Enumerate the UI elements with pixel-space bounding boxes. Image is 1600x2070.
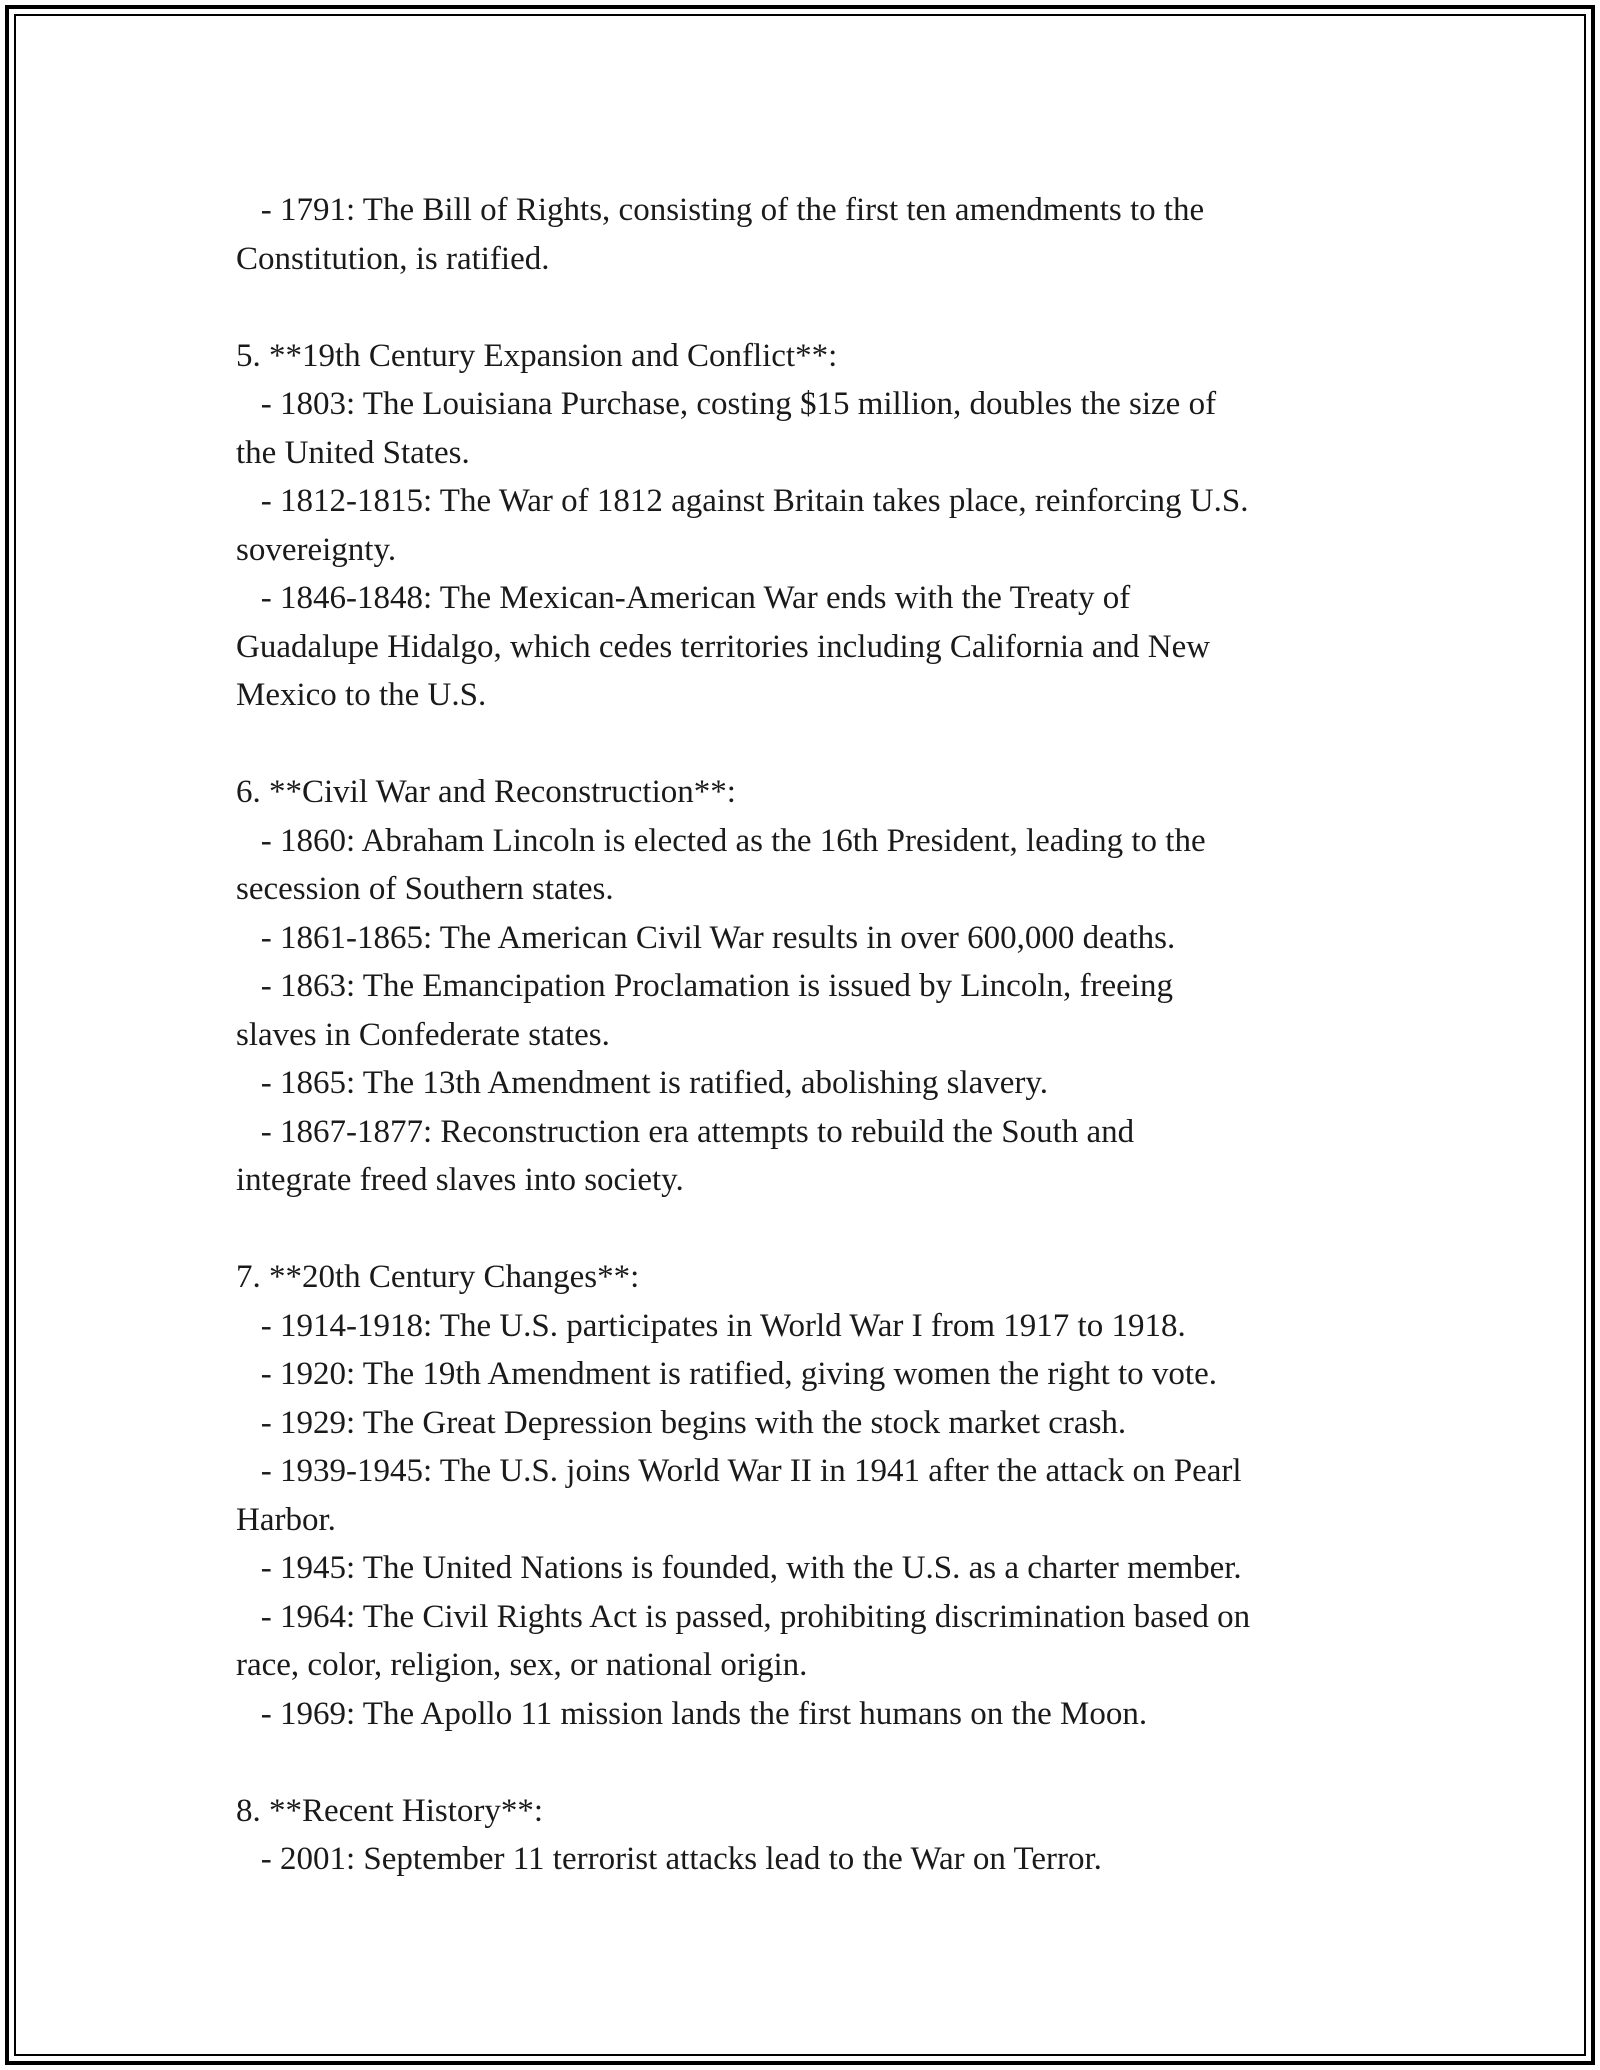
section-heading: 7. **20th Century Changes**: <box>236 1259 640 1295</box>
list-item: - 1791: The Bill of Rights, consisting of the first ten amendments to the <box>236 192 1205 228</box>
document-body <box>236 186 1376 1884</box>
list-item: - 1860: Abraham Lincoln is elected as the 16th President, leading to the <box>236 822 1206 859</box>
list-item-continuation: Guadalupe Hidalgo, which cedes territories including California and New <box>236 628 1211 665</box>
section-heading: 5. **19th Century Expansion and Conflict**: <box>236 337 838 374</box>
list-item: - 1846-1848: The Mexican-American War ends with the Treaty of <box>236 580 1131 616</box>
list-item-continuation: integrate freed slaves into society. <box>236 1162 684 1198</box>
list-item: - 1861-1865: The American Civil War results in over 600,000 deaths. <box>236 919 1176 956</box>
list-item: - 1867-1877: Reconstruction era attempts to rebuild the South and <box>236 1113 1135 1150</box>
list-item-continuation: the United States. <box>236 434 470 471</box>
list-item: - 1812-1815: The War of 1812 against Britain takes place, reinforcing U.S. <box>236 483 1249 519</box>
list-item: - 1920: The 19th Amendment is ratified, giving women the right to vote. <box>236 1356 1217 1392</box>
list-item: - 1969: The Apollo 11 mission lands the first humans on the Moon. <box>236 1695 1148 1732</box>
blank-line <box>236 1205 1376 1254</box>
section-heading: 8. **Recent History**: <box>236 1792 544 1829</box>
list-item-continuation: Constitution, is ratified. <box>236 240 550 277</box>
list-item: - 1803: The Louisiana Purchase, costing $15 million, doubles the size of <box>236 386 1217 422</box>
list-item-continuation: Mexico to the U.S. <box>236 677 487 713</box>
blank-line <box>236 720 1376 769</box>
list-item: - 1964: The Civil Rights Act is passed, prohibiting discrimination based on <box>236 1598 1251 1635</box>
list-item: - 1863: The Emancipation Proclamation is issued by Lincoln, freeing <box>236 968 1173 1004</box>
list-item: - 1865: The 13th Amendment is ratified, abolishing slavery. <box>236 1065 1049 1101</box>
list-item: - 1939-1945: The U.S. joins World War II in 1941 after the attack on Pearl <box>236 1453 1242 1489</box>
list-item-continuation: secession of Southern states. <box>236 871 614 907</box>
list-item-continuation: Harbor. <box>236 1501 336 1538</box>
section-heading: 6. **Civil War and Reconstruction**: <box>236 774 736 810</box>
list-item: - 1929: The Great Depression begins with the stock market crash. <box>236 1404 1127 1441</box>
list-item-continuation: race, color, religion, sex, or national origin. <box>236 1647 808 1683</box>
list-item: - 1914-1918: The U.S. participates in World War I from 1917 to 1918. <box>236 1307 1186 1344</box>
list-item-continuation: sovereignty. <box>236 531 397 568</box>
blank-line <box>236 1738 1376 1787</box>
blank-line <box>236 283 1376 332</box>
list-item: - 2001: September 11 terrorist attacks lead to the War on Terror. <box>236 1841 1102 1877</box>
list-item: - 1945: The United Nations is founded, with the U.S. as a charter member. <box>236 1550 1242 1586</box>
list-item-continuation: slaves in Confederate states. <box>236 1016 610 1053</box>
